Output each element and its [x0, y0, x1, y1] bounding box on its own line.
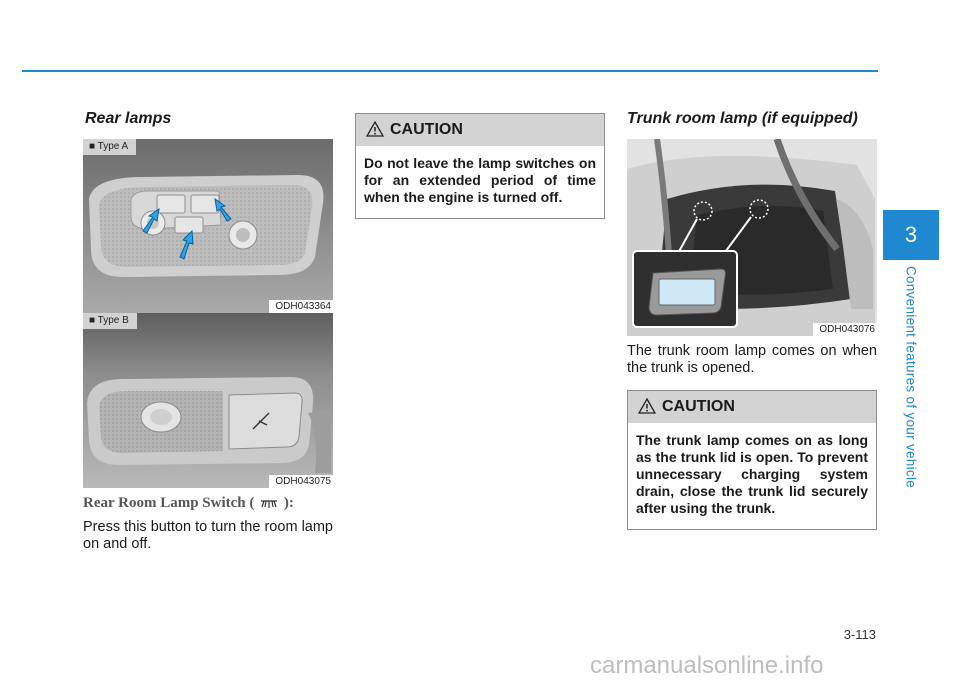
caution-text: Do not leave the lamp switches on for an extended period of time when the engine is turned off. — [364, 155, 596, 205]
type-b-label: ■ Type B — [83, 313, 137, 329]
warning-triangle-icon — [366, 121, 384, 137]
trunk-room-lamp-text: The trunk room lamp comes on when the trunk is opened. — [627, 343, 877, 376]
chapter-number-tab: 3 — [883, 210, 939, 260]
caution-header — [628, 391, 876, 423]
caution-title: CAUTION — [390, 121, 463, 138]
type-a-label: ■ Type A — [83, 139, 136, 155]
trunk-image-code: ODH043076 — [813, 323, 877, 336]
trunk-room-lamp-heading: Trunk room lamp (if equipped) — [627, 110, 858, 127]
type-a-photo — [83, 139, 333, 313]
caution-text: The trunk lamp comes on as long as the trunk lid is open. To prevent unnecessary charging system drain, close the trunk lid securely after using the trunk. — [636, 432, 868, 516]
caution-box-trunk-lamp — [627, 390, 877, 530]
watermark: carmanualsonline.info — [590, 652, 824, 679]
header-rule — [22, 70, 878, 72]
page-number: 3-113 — [843, 627, 876, 642]
trunk-illustration — [627, 139, 877, 336]
caution-title: CAUTION — [662, 398, 735, 415]
switch-heading-text: Rear Room Lamp Switch ( — [83, 495, 255, 511]
chapter-title: Convenient features of your vehicle — [903, 265, 919, 489]
type-a-console-illustration — [83, 139, 333, 313]
type-a-image-code: ODH043364 — [269, 300, 333, 313]
room-lamp-icon — [258, 498, 280, 510]
caution-box-lamp-switches — [355, 113, 605, 219]
switch-heading-close: ): — [283, 495, 294, 511]
trunk-photo — [627, 139, 877, 336]
rear-room-lamp-switch-heading — [83, 495, 294, 512]
type-b-console-illustration — [83, 313, 333, 488]
type-b-photo — [83, 313, 333, 488]
caution-header — [356, 114, 604, 146]
warning-triangle-icon — [638, 398, 656, 414]
rear-lamps-heading: Rear lamps — [85, 110, 172, 127]
type-b-image-code: ODH043075 — [269, 475, 333, 488]
rear-room-lamp-switch-text: Press this button to turn the room lamp on and off. — [83, 519, 333, 552]
